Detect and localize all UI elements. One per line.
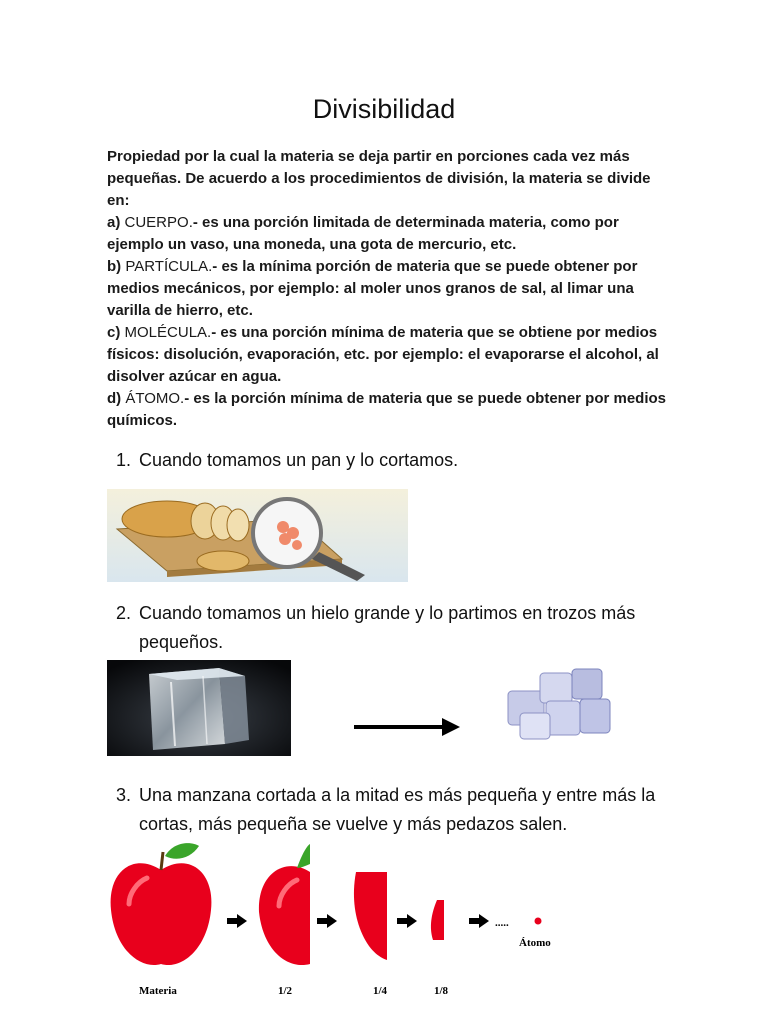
arrow-icon — [469, 914, 489, 928]
intro-text — [107, 146, 667, 432]
list-text: Una manzana cortada a la mitad es más pequeña y entre más la cortas, más pequeña se vuelve y más pedazos salen. — [139, 785, 656, 834]
definition-text: - es una porción mínima de materia que se obtiene por medios físicos: disolución, evaporación, etc. por ejemplo: el evaporarse el alcohol, al disolver azúcar en agua. — [107, 324, 659, 385]
dots-label: ..... — [495, 917, 509, 929]
apple-eighth-icon — [431, 900, 444, 940]
atom-label: Átomo — [519, 937, 551, 949]
page-title: Divisibilidad — [312, 94, 456, 124]
list-number: 2. — [116, 603, 132, 623]
atom-dot — [535, 918, 542, 925]
definition-particula — [107, 256, 667, 322]
label-eighth: 1/8 — [434, 985, 449, 997]
apple-whole-icon — [111, 843, 212, 965]
arrow-icon — [227, 914, 247, 928]
definition-cuerpo — [107, 212, 667, 256]
ice-cubes-image — [500, 661, 616, 745]
list-text: Cuando tomamos un pan y lo cortamos. — [139, 450, 459, 470]
intro-lead: Propiedad por la cual la materia se deja partir en porciones cada vez más pequeñas. De acuerdo a los procedimientos de división, la materia se divide en: — [107, 148, 651, 209]
list-number: 3. — [116, 785, 132, 805]
term-atomo: ÁTOMO. — [125, 390, 185, 407]
arrow-icon — [317, 914, 337, 928]
list-number: 1. — [116, 450, 132, 470]
definition-molecula — [107, 322, 667, 388]
definition-text: - es una porción limitada de determinada materia, como por ejemplo un vaso, una moneda, una gota de mercurio, etc. — [107, 214, 619, 253]
ice-block-image — [107, 660, 291, 756]
label-quarter: 1/4 — [373, 985, 388, 997]
definition-prefix: c) — [107, 324, 125, 341]
bread-illustration — [107, 489, 408, 582]
apple-quarter-icon — [354, 872, 387, 960]
definition-prefix: b) — [107, 258, 126, 275]
arrow-icon — [397, 914, 417, 928]
arrow-icon — [352, 716, 462, 738]
apple-division-figure — [107, 838, 567, 1000]
definition-text: - es la porción mínima de materia que se puede obtener por medios químicos. — [107, 390, 667, 429]
definition-prefix: d) — [107, 390, 126, 407]
list-text: Cuando tomamos un hielo grande y lo partimos en trozos más pequeños. — [139, 603, 636, 652]
term-particula: PARTÍCULA. — [125, 258, 213, 275]
label-half: 1/2 — [278, 985, 293, 997]
apple-half-icon — [259, 844, 310, 965]
definition-text: - es la mínima porción de materia que se puede obtener por medios mecánicos, por ejemplo: al moler unos granos de sal, al limar una varilla de hierro, etc. — [107, 258, 638, 319]
label-materia: Materia — [139, 985, 177, 997]
term-molecula: MOLÉCULA. — [124, 324, 212, 341]
definition-prefix: a) — [107, 214, 125, 231]
term-cuerpo: CUERPO. — [124, 214, 193, 231]
definition-atomo — [107, 388, 667, 432]
